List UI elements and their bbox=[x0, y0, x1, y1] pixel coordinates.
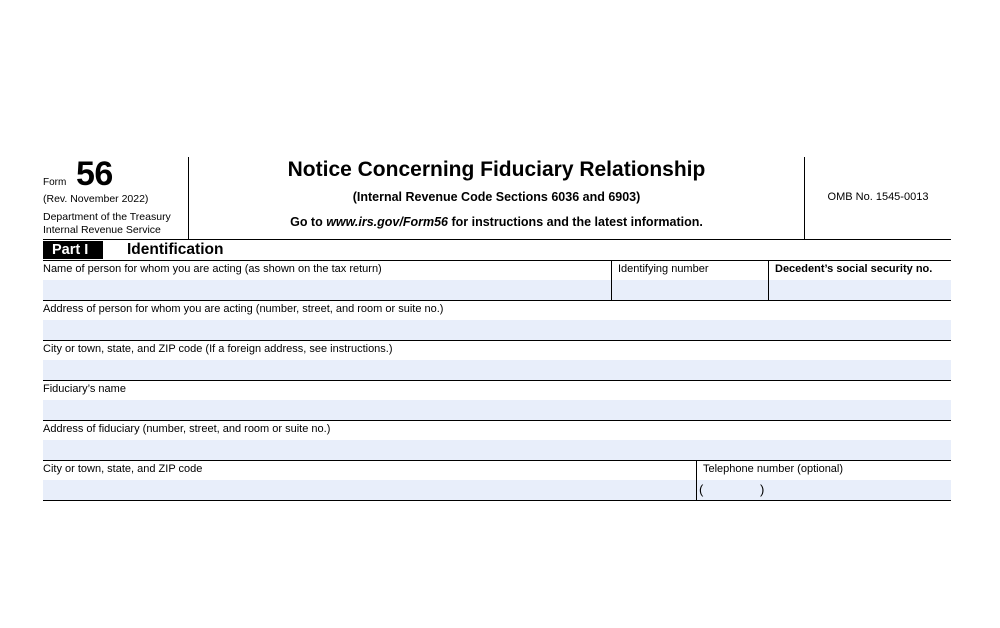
instructions-line bbox=[189, 215, 804, 229]
omb-block bbox=[805, 157, 951, 239]
form-word: Form bbox=[43, 177, 67, 188]
fiduciary-name-input[interactable] bbox=[43, 400, 951, 420]
row-fiduciary-city bbox=[43, 461, 951, 501]
telephone-label: Telephone number (optional) bbox=[703, 463, 844, 475]
fiduciary-city-input[interactable] bbox=[43, 480, 696, 500]
telephone-number-input[interactable] bbox=[769, 480, 951, 500]
person-address-input[interactable] bbox=[43, 320, 951, 340]
decedent-ssn-label: Decedent’s social security no. bbox=[775, 263, 933, 275]
department-name: Department of the Treasury bbox=[43, 211, 171, 223]
identifying-number-label: Identifying number bbox=[618, 263, 709, 275]
person-name-input[interactable] bbox=[43, 280, 611, 300]
fiduciary-city-cell bbox=[43, 461, 696, 500]
fiduciary-name-cell bbox=[43, 381, 951, 420]
person-city-input[interactable] bbox=[43, 360, 951, 380]
part-title: Identification bbox=[127, 241, 224, 258]
part-heading bbox=[43, 240, 951, 261]
decedent-ssn-input[interactable] bbox=[769, 280, 951, 300]
omb-number: OMB No. 1545-0013 bbox=[827, 191, 929, 203]
part-badge: Part I bbox=[43, 241, 103, 259]
instructions-prefix: Go to bbox=[290, 215, 327, 229]
form-subtitle: (Internal Revenue Code Sections 6036 and 6903) bbox=[352, 190, 641, 204]
area-code-close-paren: ) bbox=[760, 482, 765, 497]
decedent-ssn-cell bbox=[768, 261, 951, 300]
form-id-block bbox=[43, 157, 189, 239]
telephone-cell bbox=[696, 461, 951, 500]
identifying-number-cell bbox=[611, 261, 768, 300]
form-title: Notice Concerning Fiduciary Relationship bbox=[287, 158, 706, 181]
fiduciary-name-label: Fiduciary’s name bbox=[43, 383, 126, 395]
person-city-cell bbox=[43, 341, 951, 380]
instructions-suffix: for instructions and the latest information. bbox=[448, 215, 703, 229]
title-block bbox=[189, 157, 805, 239]
person-city-label: City or town, state, and ZIP code (If a foreign address, see instructions.) bbox=[43, 343, 393, 355]
form-number: 56 bbox=[76, 155, 113, 193]
row-fiduciary-address bbox=[43, 421, 951, 461]
row-person-address bbox=[43, 301, 951, 341]
fiduciary-address-input[interactable] bbox=[43, 440, 951, 460]
telephone-field bbox=[697, 480, 951, 500]
identifying-number-input[interactable] bbox=[612, 280, 768, 300]
form-header bbox=[43, 157, 951, 240]
row-fiduciary-name bbox=[43, 381, 951, 421]
person-address-cell bbox=[43, 301, 951, 340]
form-56-page bbox=[43, 157, 951, 501]
person-name-label: Name of person for whom you are acting (as shown on the tax return) bbox=[43, 263, 382, 275]
person-name-cell bbox=[43, 261, 611, 300]
fiduciary-address-cell bbox=[43, 421, 951, 460]
area-code-input[interactable] bbox=[705, 480, 758, 500]
instructions-link[interactable]: www.irs.gov/Form56 bbox=[326, 215, 448, 229]
revision-date: (Rev. November 2022) bbox=[43, 193, 149, 205]
person-address-label: Address of person for whom you are acting (number, street, and room or suite no.) bbox=[43, 303, 444, 315]
fiduciary-city-label: City or town, state, and ZIP code bbox=[43, 463, 203, 475]
agency-name: Internal Revenue Service bbox=[43, 224, 161, 236]
row-person-city bbox=[43, 341, 951, 381]
fiduciary-address-label: Address of fiduciary (number, street, and room or suite no.) bbox=[43, 423, 331, 435]
area-code-open-paren: ( bbox=[699, 482, 704, 497]
row-person-name bbox=[43, 261, 951, 301]
